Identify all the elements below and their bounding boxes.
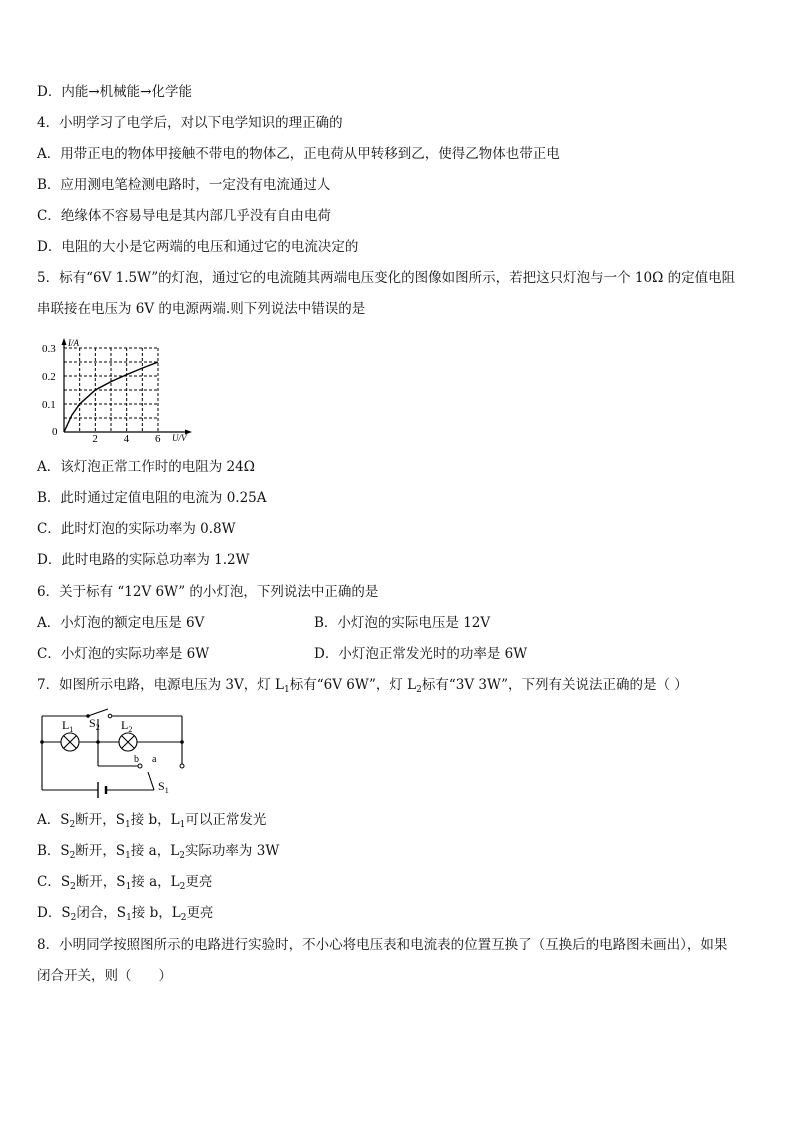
q7-stem-part3: 标有“3V 3W”，下列有关说法正确的是（ ） [421,677,688,693]
x-axis-label: U/V [172,433,187,443]
y-axis-arrow [62,338,67,345]
q5-stem-line1: 5．标有“6V 1.5W”的灯泡，通过它的电流随其两端电压变化的图像如图所示，若把这只灯泡与一个 10Ω 的定值电阻 [37,270,736,286]
q7-stem-part2: 标有“6V 6W”，灯 L [289,677,417,693]
y-tick-label: 0.2 [42,371,56,383]
q7-option-a: A．$S_2$断开，$S_1$接 b，$L_1$可以正常发光 [37,812,267,830]
label-a: a [152,754,157,765]
label-s1: $S_1$ [158,779,169,795]
chart-grid [64,348,158,432]
label-s2: $S_2$ [89,716,100,732]
y-tick-label: 0.1 [42,399,56,411]
origin-label: 0 [52,426,58,438]
q7-option-b: B．$S_2$断开，$S_1$接 a，$L_2$实际功率为 3W [37,843,280,861]
q5-option-b: B．此时通过定值电阻的电流为 0.25A [37,490,267,506]
q6-stem: 6．关于标有 “12V 6W” 的小灯泡，下列说法中正确的是 [37,584,379,600]
circuit-diagram [36,706,196,806]
q5-stem-line2: 串联接在电压为 6V 的电源两端.则下列说法中错误的是 [37,301,366,317]
switch-s2-contact [108,714,112,718]
junction-middle [96,740,100,744]
label-l2: $L_2$ [121,718,133,734]
q7-stem [37,676,688,694]
label-l1: $L_1$ [62,718,74,734]
contact-a [180,764,184,768]
q7-option-d: D．$S_2$闭合，$S_1$接 b，$L_2$更亮 [37,905,214,923]
q6-option-d: D．小灯泡正常发光时的功率是 6W [314,646,528,662]
label-b: b [134,754,139,765]
q7-option-c: C．$S_2$断开，$S_1$接 a，$L_2$更亮 [37,874,213,892]
q5-option-c: C．此时灯泡的实际功率为 0.8W [37,521,236,537]
q5-option-d: D．此时电路的实际总功率为 1.2W [37,552,250,568]
x-tick-label: 2 [92,433,98,445]
x-tick-label: 6 [155,433,161,445]
q4-option-a: A．用带正电的物体甲接触不带电的物体乙，正电荷从甲转移到乙，使得乙物体也带正电 [37,146,560,162]
junction-right [180,740,184,744]
y-axis-label: I/A [68,338,79,348]
q4-option-c: C．绝缘体不容易导电是其内部几乎没有自由电荷 [37,208,331,224]
q8-stem-line1: 8．小明同学按照图所示的电路进行实验时，不小心将电压表和电流表的位置互换了（互换后的电路图未画出），如果 [37,937,728,953]
q6-option-c: C．小灯泡的实际功率是 6W [37,646,210,662]
x-tick-label: 4 [123,433,130,445]
q6-option-b: B．小灯泡的实际电压是 12V [314,615,491,631]
q7-stem-part1: 7．如图所示电路，电源电压为 3V，灯 L [37,677,284,693]
q7-stem-sub1: 1 [283,685,290,695]
switch-s1-blade [148,772,154,790]
y-tick-label: 0.3 [42,343,56,355]
q6-option-a: A．小灯泡的额定电压是 6V [37,615,205,631]
iu-graph [38,336,198,448]
q4-option-d: D．电阻的大小是它两端的电压和通过它的电流决定的 [37,239,359,255]
x-tick-labels [92,433,161,445]
iu-curve [64,362,158,432]
junction-left [40,740,44,744]
q4-stem: 4．小明学习了电学后，对以下电学知识的理正确的 [37,115,343,131]
q5-option-a: A．该灯泡正常工作时的电阻为 24Ω [37,459,255,475]
q7-stem-sub2: 2 [416,685,422,695]
q4-option-b: B．应用测电笔检测电路时，一定没有电流通过人 [37,177,331,193]
q3-option-d: D．内能→机械能→化学能 [37,84,192,100]
q8-stem-line2: 闭合开关，则（ ） [37,968,172,984]
y-tick-labels [42,343,56,411]
